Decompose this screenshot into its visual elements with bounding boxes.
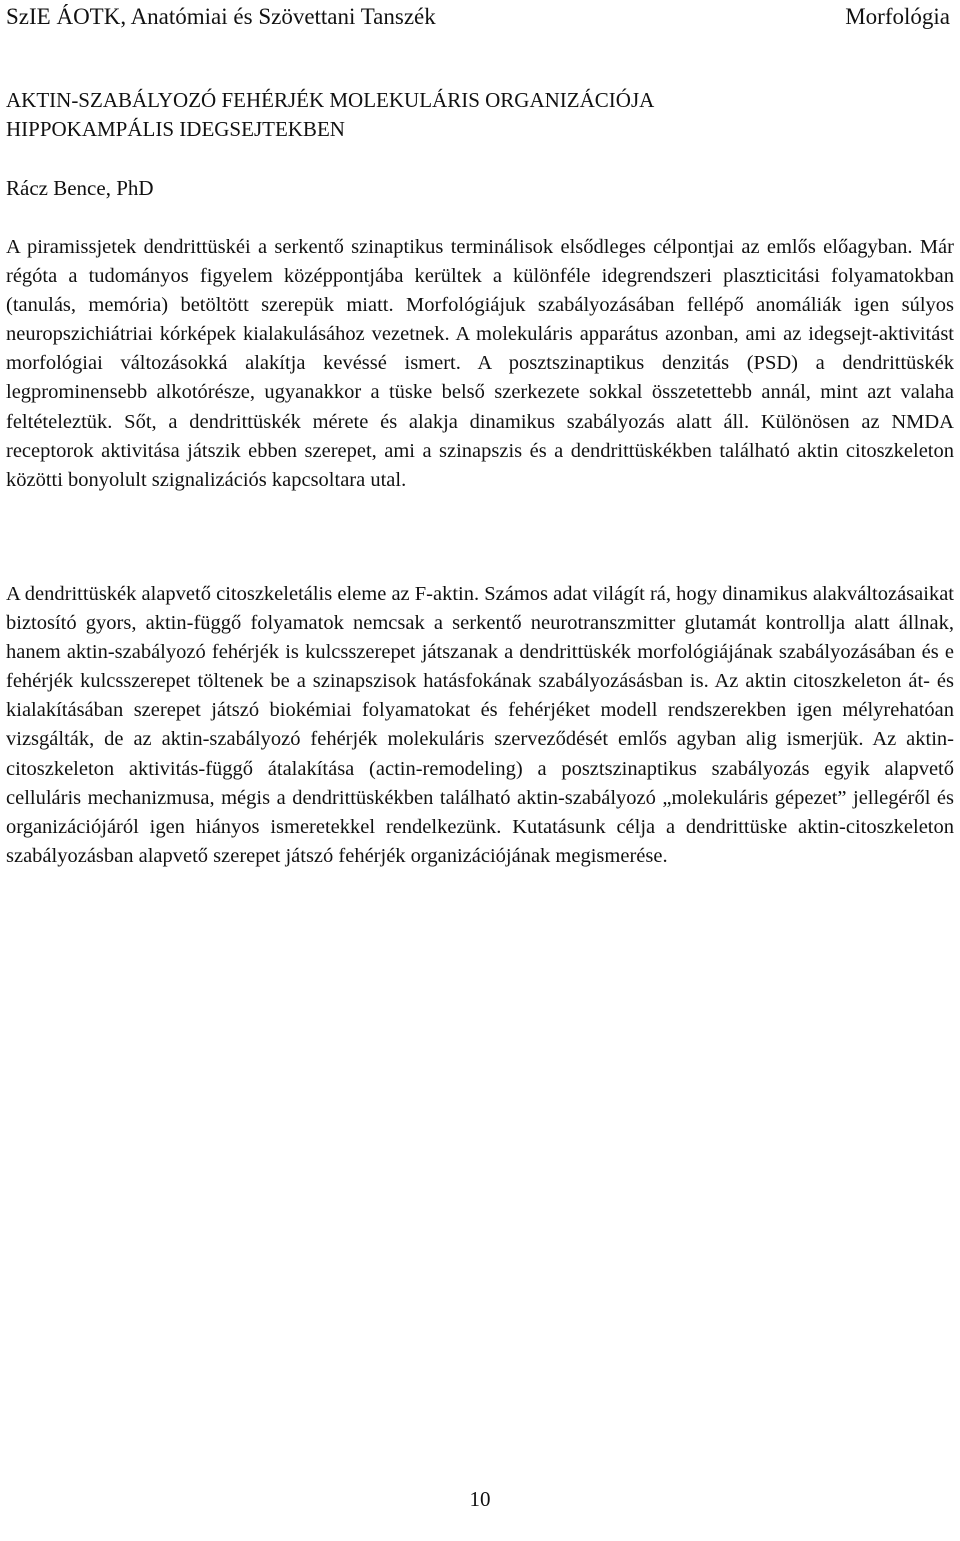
author-name: Rácz Bence, PhD [6, 176, 154, 200]
body-paragraph-1: A piramissjetek dendrittüskéi a serkentő szinaptikus terminálisok elsődleges célpontjai az emlős előagyban. Már régóta a tudományos figyelem középpontjába kerültek a különféle idegrendszeri plaszticitási folyamatokban (tanulás, memória) betöltött szerepük miatt. Morfológiájuk szabályozásában fellépő anomáliák igen súlyos neuropszichiátriai kórképek kialakulásához vezetnek. A molekuláris apparátus azonban, ami az idegsejt-aktivitást morfológiai változásokká alakítja kevéssé ismert. A posztszinaptikus denzitás (PSD) a dendrittüskék legprominensebb alkotórésze, ugyanakkor a tüske belső szerkezete sokkal összetettebb annál, mint azt valaha feltételeztük. Sőt, a dendrittüskék mérete és alakja dinamikus szabályozás alatt áll. Különösen az NMDA receptorok aktivitása játszik ebben szerepet, ami a szinapszis és a dendrittüskékben található aktin citoszkeleton közötti bonyolult szignalizációs kapcsoltara utal. [6, 236, 954, 491]
header-subject: Morfológia [845, 4, 950, 29]
document-title-line-2: HIPPOKAMPÁLIS IDEGSEJTEKBEN [6, 117, 345, 141]
body-paragraph-2: A dendrittüskék alapvető citoszkeletális eleme az F-aktin. Számos adat világít rá, hogy dinamikus alakváltozásaikat biztosító gyors, aktin-függő folyamatok nemcsak a serkentő neurotranszmitter glutamát kontrollja alatt állnak, hanem aktin-szabályozó fehérjék is kulcsszerepet játszanak a dendrittüskék morfológiájának szabályozásában és e fehérjék kulcsszerepet töltenek be a szinapszisok hatásfokának szabályozásásban is. Az aktin citoszkeleton át- és kialakításában szerepet játszó biokémiai folyamatokat és fehérjéket modell rendszerekben igen mélyrehatóan vizsgálták, de az aktin-szabályozó fehérjék molekuláris szerveződését emlős agyban alig ismerjük. Az aktin-citoszkeleton aktivitás-függő átalakítása (actin-remodeling) a posztszinaptikus szabályozás egyik alapvető celluláris mechanizmusa, mégis a dendrittüskékben található aktin-szabályozó „molekuláris gépezet” jellegéről és organizációjáról igen hiányos ismeretekkel rendelkezünk. Kutatásunk célja a dendrittüske aktin-citoszkeleton szabályozásban alapvető szerepet játszó fehérjék organizációjának megismerése. [6, 583, 954, 867]
document-title-line-1: AKTIN-SZABÁLYOZÓ FEHÉRJÉK MOLEKULÁRIS ORGANIZÁCIÓJA [6, 88, 655, 112]
header-institution: SzIE ÁOTK, Anatómiai és Szövettani Tanszék [6, 4, 436, 29]
document-title [6, 86, 906, 144]
page-number: 10 [469, 1487, 491, 1511]
page-header [6, 2, 950, 32]
